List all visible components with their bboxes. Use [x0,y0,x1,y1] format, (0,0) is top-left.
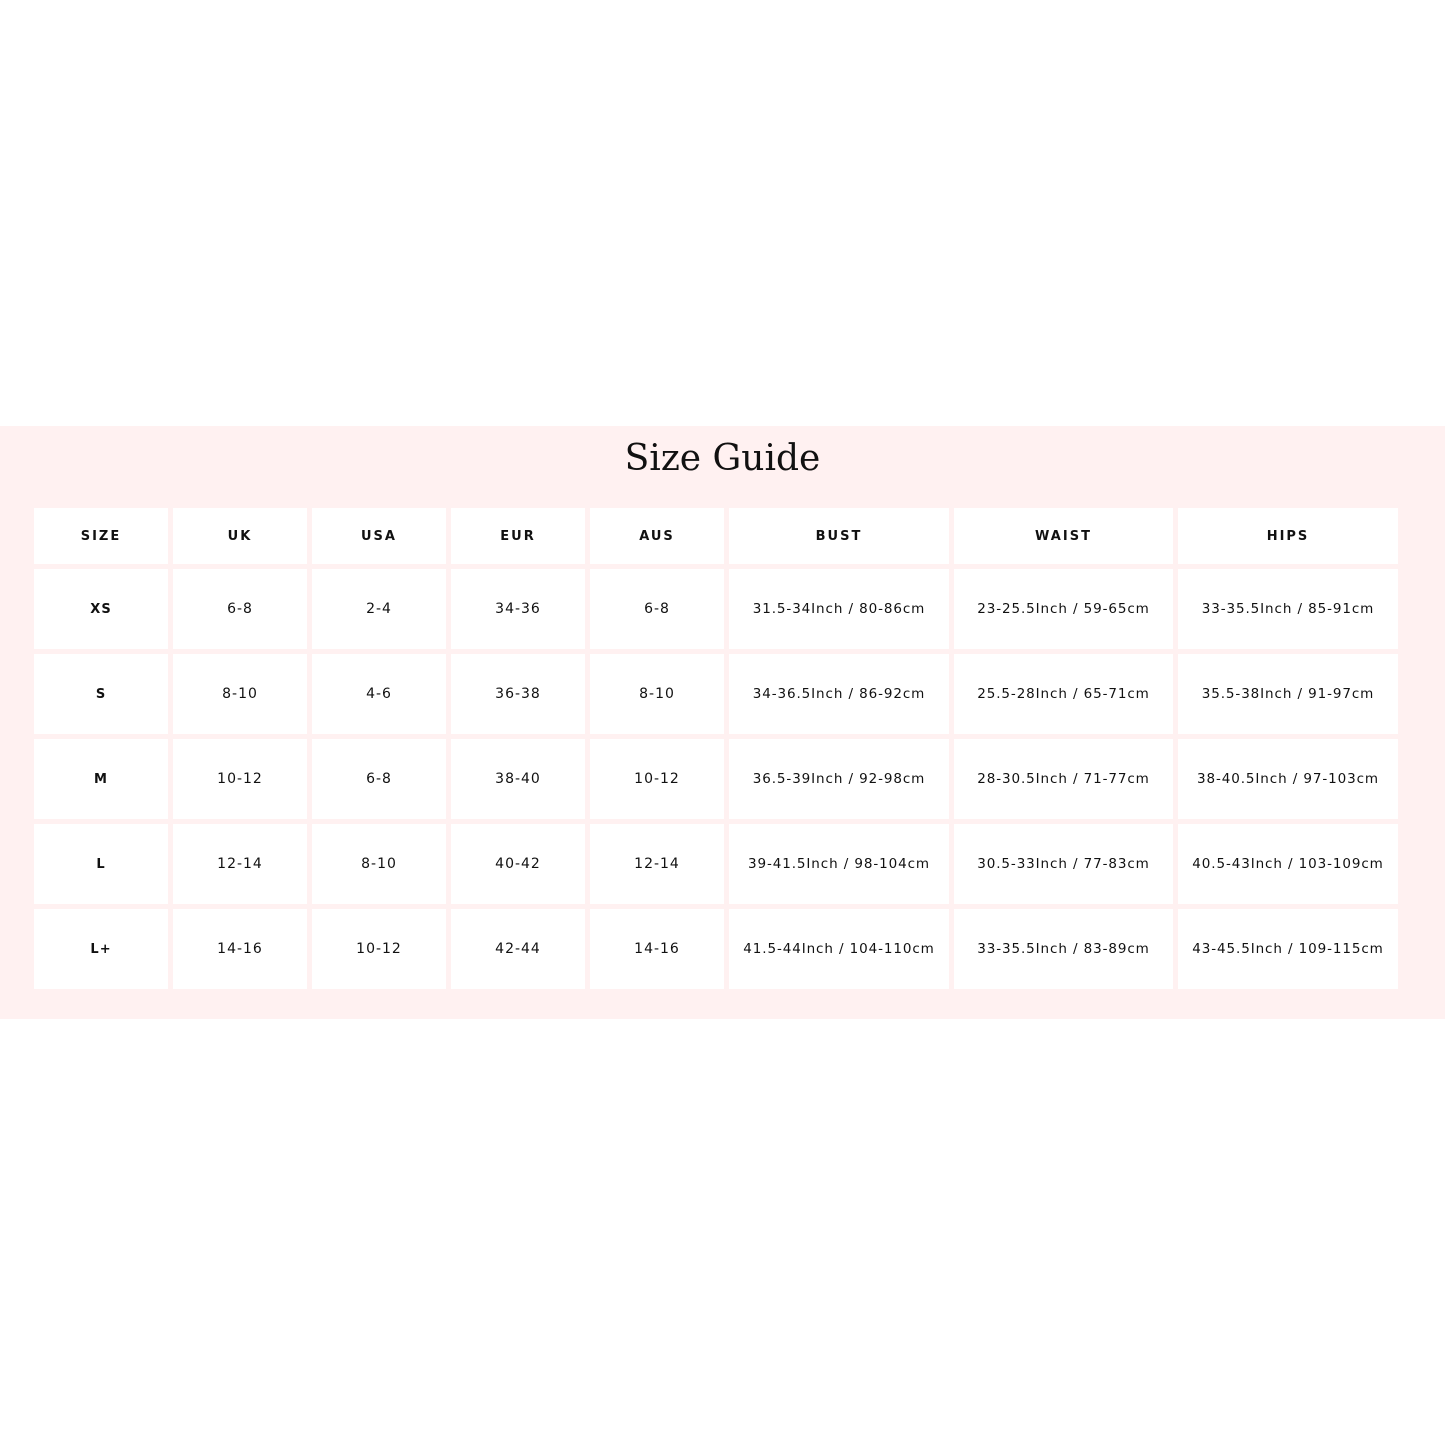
table-cell-aus: 14-16 [590,909,724,989]
header-hips: HIPS [1178,508,1398,564]
header-usa: USA [312,508,446,564]
size-table [34,508,1397,989]
table-cell-size: L+ [34,909,168,989]
table-cell-size: XS [34,569,168,649]
table-cell-aus: 10-12 [590,739,724,819]
table-cell-usa: 10-12 [312,909,446,989]
header-eur: EUR [451,508,585,564]
table-cell-uk: 12-14 [173,824,307,904]
header-uk: UK [173,508,307,564]
table-cell-waist: 30.5-33Inch / 77-83cm [954,824,1173,904]
table-cell-eur: 38-40 [451,739,585,819]
table-cell-uk: 8-10 [173,654,307,734]
table-cell-hips: 35.5-38Inch / 91-97cm [1178,654,1398,734]
table-cell-bust: 36.5-39Inch / 92-98cm [729,739,949,819]
table-cell-usa: 8-10 [312,824,446,904]
header-aus: AUS [590,508,724,564]
table-cell-hips: 40.5-43Inch / 103-109cm [1178,824,1398,904]
header-bust: BUST [729,508,949,564]
table-cell-eur: 40-42 [451,824,585,904]
table-cell-uk: 14-16 [173,909,307,989]
table-cell-waist: 28-30.5Inch / 71-77cm [954,739,1173,819]
table-cell-aus: 8-10 [590,654,724,734]
table-cell-uk: 10-12 [173,739,307,819]
table-cell-aus: 12-14 [590,824,724,904]
table-cell-usa: 4-6 [312,654,446,734]
table-cell-eur: 36-38 [451,654,585,734]
table-cell-bust: 31.5-34Inch / 80-86cm [729,569,949,649]
header-size: SIZE [34,508,168,564]
table-cell-size: L [34,824,168,904]
table-cell-eur: 34-36 [451,569,585,649]
table-cell-hips: 43-45.5Inch / 109-115cm [1178,909,1398,989]
table-cell-hips: 38-40.5Inch / 97-103cm [1178,739,1398,819]
table-cell-bust: 41.5-44Inch / 104-110cm [729,909,949,989]
table-cell-bust: 34-36.5Inch / 86-92cm [729,654,949,734]
table-cell-bust: 39-41.5Inch / 98-104cm [729,824,949,904]
table-cell-waist: 33-35.5Inch / 83-89cm [954,909,1173,989]
table-cell-size: S [34,654,168,734]
table-cell-eur: 42-44 [451,909,585,989]
table-cell-uk: 6-8 [173,569,307,649]
page-title: Size Guide [624,438,821,479]
table-cell-size: M [34,739,168,819]
table-cell-waist: 23-25.5Inch / 59-65cm [954,569,1173,649]
header-waist: WAIST [954,508,1173,564]
table-cell-usa: 6-8 [312,739,446,819]
table-cell-waist: 25.5-28Inch / 65-71cm [954,654,1173,734]
table-cell-aus: 6-8 [590,569,724,649]
table-cell-hips: 33-35.5Inch / 85-91cm [1178,569,1398,649]
table-cell-usa: 2-4 [312,569,446,649]
